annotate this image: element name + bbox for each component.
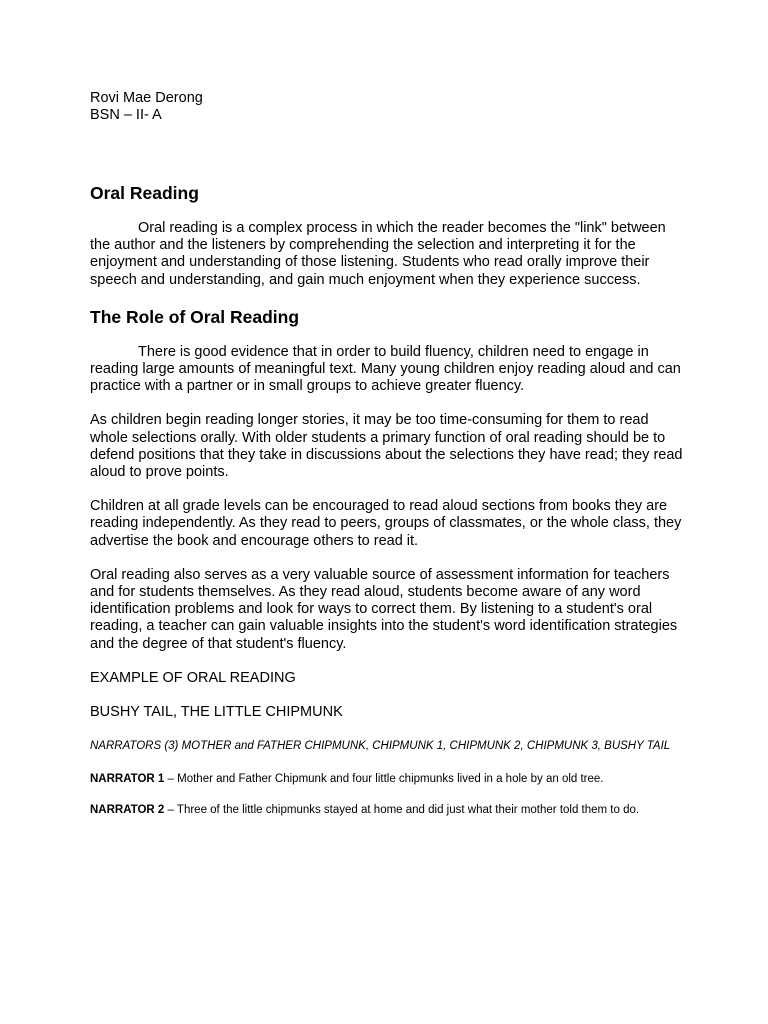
heading-role-of-oral-reading: The Role of Oral Reading bbox=[90, 306, 300, 327]
script-line-narrator-2 bbox=[90, 803, 688, 818]
line-text: – Mother and Father Chipmunk and four little chipmunks lived in a hole by an old tree. bbox=[164, 772, 604, 785]
example-label: EXAMPLE OF ORAL READING bbox=[90, 669, 296, 686]
intro-paragraph: Oral reading is a complex process in which the reader becomes the "link" between the author and the listeners by comprehending the selection and interpreting it for the enjoyment and understanding of those listening. Students who read orally improve their speech and understanding, and gain much enjoyment when they experience success. bbox=[90, 220, 666, 288]
heading-oral-reading: Oral Reading bbox=[90, 183, 199, 203]
speaker-label: NARRATOR 1 bbox=[90, 772, 165, 785]
script-line-narrator-1 bbox=[90, 772, 688, 787]
role-paragraph-1: There is good evidence that in order to build fluency, children need to engage in reading large amounts of meaningful text. Many young children enjoy reading aloud and can practice with a partner or in small groups to achieve greater fluency. bbox=[90, 343, 681, 395]
story-title: BUSHY TAIL, THE LITTLE CHIPMUNK bbox=[90, 703, 343, 720]
author-section: BSN – II- A bbox=[90, 107, 162, 123]
role-paragraph-3: Children at all grade levels can be encouraged to read aloud sections from books they are reading independently. As they read to peers, groups of classmates, or the whole class, they advertise the book and encourage others to read it. bbox=[90, 498, 682, 549]
author-name: Rovi Mae Derong bbox=[90, 90, 203, 106]
narrators-list: NARRATORS (3) MOTHER and FATHER CHIPMUNK, CHIPMUNK 1, CHIPMUNK 2, CHIPMUNK 3, BUSHY TAIL bbox=[90, 739, 671, 752]
role-paragraph-2: As children begin reading longer stories, it may be too time-consuming for them to read whole selections orally. With older students a primary function of oral reading should be to defend positions that they take in discussions about the selections they have read; they read aloud to prove points. bbox=[90, 412, 683, 481]
role-paragraph-4: Oral reading also serves as a very valuable source of assessment information for teachers and for students themselves. As they read aloud, students become aware of any word identification problems and look for ways to correct them. By listening to a student's oral reading, a teacher can gain valuable insights into the student's word identification strategies and the degree of that student's fluency. bbox=[90, 566, 678, 652]
speaker-label: NARRATOR 2 bbox=[90, 803, 165, 816]
line-text: – Three of the little chipmunks stayed at home and did just what their mother told them to do. bbox=[164, 803, 640, 816]
